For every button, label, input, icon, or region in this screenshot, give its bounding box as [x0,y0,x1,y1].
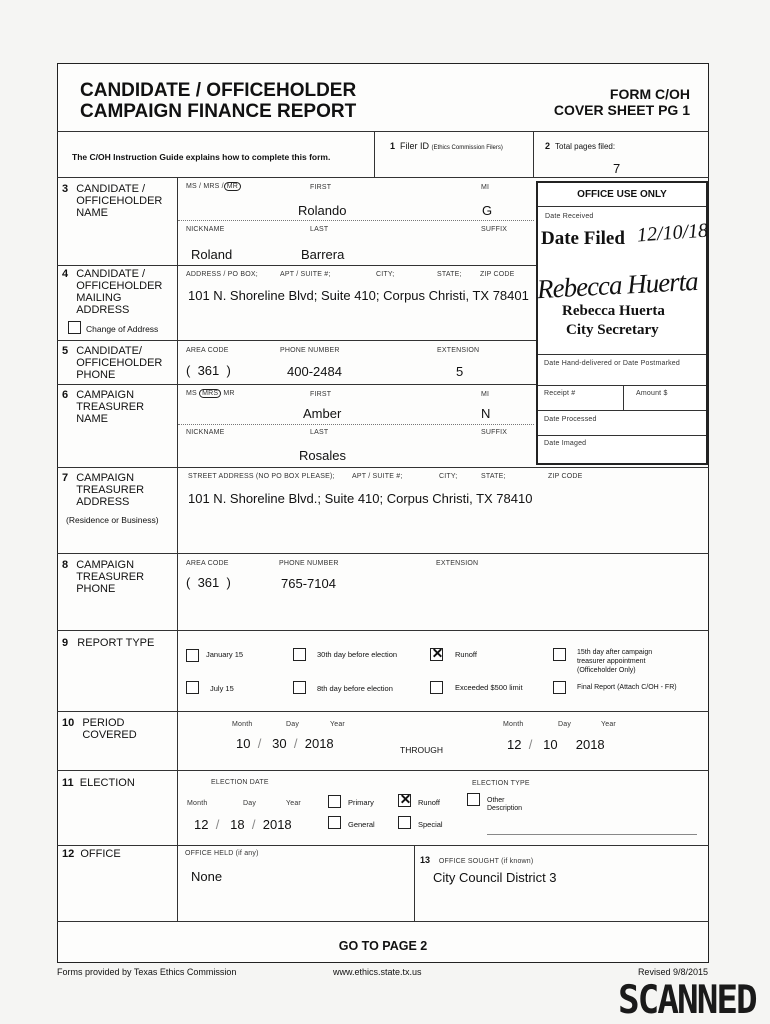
report-type-30th-checkbox[interactable] [293,648,306,661]
s4-address-value: 101 N. Shoreline Blvd; Suite 410; Corpus Christi, TX 78401 [188,288,529,303]
section3-label [62,183,174,219]
s11-type-label: ELECTION TYPE [472,780,530,787]
s3-nickname-value: Roland [191,247,233,262]
s8-phone-value: 765-7104 [281,576,336,591]
s3-last-label: LAST [310,226,329,233]
section13-label [420,850,533,868]
footer-center: www.ethics.state.tx.us [333,967,422,977]
s6-mr: MR [223,390,235,397]
s6-first-value: Amber [303,406,342,421]
s7-addr-label-1: APT / SUITE #; [352,473,403,480]
election-runoff-label: Runoff [418,798,440,807]
s11-date: 12 / 18 / 2018 [194,817,292,832]
s4-addr-label-4: ZIP CODE [480,271,515,278]
s3-ms-mrs: MS / MRS / [186,183,224,190]
change-of-address-checkbox[interactable] [68,321,81,334]
election-special-checkbox[interactable] [398,816,411,829]
report-type-january15-checkbox[interactable] [186,649,199,662]
election-general-label: General [348,820,375,829]
s11-month: 12 [194,817,209,832]
report-type-exceeded-label: Exceeded $500 limit [455,683,523,692]
s6-salutation-label [186,390,235,397]
section8-label [62,559,174,595]
section9-num: 9 [62,637,69,649]
stamp-date-filed: Date Filed [541,228,625,249]
s3-first-value: Rolando [298,203,347,218]
form-id-line1: FORM C/OH [609,86,690,102]
s3-mi-value: G [482,203,493,218]
s5-phone-value: 400-2484 [287,364,342,379]
s10-from-day-label: Day [286,721,300,728]
total-pages-text: Total pages filed: [555,142,616,151]
s10-through: THROUGH [400,745,443,755]
s3-first-label: FIRST [310,184,332,191]
s11-day-label: Day [243,800,257,807]
s4-addr-label-3: STATE; [437,271,462,278]
s6-first-label: FIRST [310,391,332,398]
checkmark-x-icon: ✕ [431,645,444,661]
s10-from-month-label: Month [232,721,253,728]
section5-num: 5 [62,345,69,357]
s5-area-value: ( 361 ) [186,363,231,378]
change-of-address-label: Change of Address [86,324,159,334]
s7-addr-label-0: STREET ADDRESS (NO PO BOX PLEASE); [188,473,335,480]
s3-suffix-label: SUFFIX [481,226,508,233]
s8-area-label: AREA CODE [186,560,229,567]
section8-text: CAMPAIGN TREASURER PHONE [76,559,145,595]
office-use-title: OFFICE USE ONLY [577,189,667,200]
section3-text: CANDIDATE / OFFICEHOLDER NAME [76,183,163,219]
election-general-checkbox[interactable] [328,816,341,829]
office-receipt: Receipt # [544,390,576,397]
section3-num: 3 [62,183,69,195]
s3-last-value: Barrera [301,247,345,262]
s5-phone-label: PHONE NUMBER [280,347,340,354]
s7-addr-label-3: STATE; [481,473,506,480]
report-type-january15-label: January 15 [206,650,244,659]
section7-num: 7 [62,472,69,484]
office-imaged: Date Imaged [544,440,587,447]
s12-held-value: None [191,869,223,884]
s5-area-code: 361 [197,363,220,378]
report-type-15th-checkbox[interactable] [553,648,566,661]
s3-mr-circled: MR [224,182,241,191]
s10-to-month-label: Month [503,721,524,728]
s12-held-label: OFFICE HELD (if any) [185,850,259,857]
go-to-page2: GO TO PAGE 2 [338,939,428,953]
total-pages-label [545,141,615,151]
filer-id-text: Filer ID [400,141,430,151]
s4-addr-label-0: ADDRESS / PO BOX; [186,271,258,278]
s10-to-day-label: Day [558,721,572,728]
election-runoff-checkbox[interactable] [398,791,412,807]
office-amount: Amount $ [636,390,668,397]
s13-sought-value: City Council District 3 [433,870,557,885]
s6-ms: MS [186,390,197,397]
section10-label [62,717,172,741]
report-type-runoff-label: Runoff [455,650,477,659]
section5-label [62,345,174,381]
form-title [80,80,356,122]
instruction-text: The C/OH Instruction Guide explains how to complete this form. [72,152,331,162]
election-description-text: Description [487,805,523,812]
section6-num: 6 [62,389,69,401]
s6-nickname-label: NICKNAME [186,429,225,436]
footer-right: Revised 9/8/2015 [637,967,708,977]
section4-num: 4 [62,268,69,280]
election-other-label [487,797,522,813]
section9-text: REPORT TYPE [77,637,155,649]
s3-salutation-label [186,183,241,190]
report-type-final-checkbox[interactable] [553,681,566,694]
s11-year-label: Year [286,800,301,807]
s6-suffix-label: SUFFIX [481,429,508,436]
form-title-line1: CANDIDATE / OFFICEHOLDER [80,80,357,101]
form-id [500,86,690,118]
section12-num: 12 [62,848,75,860]
s8-area-value: ( 361 ) [186,575,231,590]
signature: Rebecca Huerta [536,265,699,305]
section7-text: CAMPAIGN TREASURER ADDRESS [76,472,145,508]
filer-id-label [390,141,503,151]
election-special-label: Special [418,820,443,829]
section10-num: 10 [62,717,75,729]
form-title-line2: CAMPAIGN FINANCE REPORT [80,101,357,122]
section6-text: CAMPAIGN TREASURER NAME [76,389,145,425]
report-type-exceeded-checkbox[interactable] [430,681,443,694]
s8-phone-label: PHONE NUMBER [279,560,339,567]
report-type-runoff-checkbox[interactable] [430,645,444,661]
s6-mi-label: MI [481,391,490,398]
stamp-title: City Secretary [566,322,659,338]
s4-addr-label-1: APT / SUITE #; [280,271,331,278]
election-other-text: Other [487,797,505,804]
filer-id-sub: (Ethics Commission Filers) [431,145,503,151]
s10-to-year-label: Year [601,721,616,728]
s10-to-month: 12 [507,737,522,752]
s10-from-month: 10 [236,736,251,751]
s8-area-code: 361 [197,575,220,590]
s5-ext-label: EXTENSION [437,347,480,354]
s10-to-year: 2018 [575,737,605,752]
s10-from-year: 2018 [304,736,334,751]
section10-text: PERIOD COVERED [82,717,137,741]
s10-from-year-label: Year [330,721,345,728]
s11-month-label: Month [187,800,208,807]
filer-id-num: 1 [390,141,396,151]
election-primary-label: Primary [348,798,374,807]
report-type-8th-label: 8th day before election [317,684,393,693]
section5-text: CANDIDATE/ OFFICEHOLDER PHONE [76,345,163,381]
report-type-15th-label [577,648,652,675]
s10-to-date: 12 / 10 2018 [507,737,605,752]
s7-addr-label-2: CITY; [439,473,458,480]
section9-label [62,637,154,649]
s6-last-value: Rosales [299,448,346,463]
report-type-july15-label: July 15 [210,684,234,693]
section4-label [62,268,174,316]
section12-text: OFFICE [80,848,121,860]
stamp-name: Rebecca Huerta [562,303,665,319]
election-other-checkbox[interactable] [467,793,480,806]
section6-label [62,389,174,425]
report-type-15th-line3: (Officeholder Only) [577,667,636,674]
s5-ext-value: 5 [456,364,464,379]
s7-addr-label-4: ZIP CODE [548,473,583,480]
handwritten-date: 12/10/18 [636,219,709,247]
report-type-15th-line2: treasurer appointment [577,658,646,665]
section7-sub: (Residence or Business) [66,515,159,525]
s10-from-date: 10 / 30 / 2018 [236,736,334,751]
section12-label [62,848,121,860]
section11-label [62,777,135,789]
report-type-30th-label: 30th day before election [317,650,398,659]
s11-date-label: ELECTION DATE [211,779,269,786]
report-type-15th-line1: 15th day after campaign [577,649,653,656]
s6-last-label: LAST [310,429,329,436]
report-type-july15-checkbox[interactable] [186,681,199,694]
s3-nickname-label: NICKNAME [186,226,225,233]
section7-label [62,472,174,508]
section13-text: OFFICE SOUGHT (if known) [438,858,534,865]
office-hand-delivered: Date Hand-delivered or Date Postmarked [544,360,680,367]
scanned-stamp: SCANNED [618,977,756,1024]
office-processed: Date Processed [544,416,597,423]
section11-text: ELECTION [79,777,135,789]
s11-year: 2018 [262,817,292,832]
section8-num: 8 [62,559,69,571]
s11-day: 18 [230,817,245,832]
s7-address-value: 101 N. Shoreline Blvd.; Suite 410; Corpus Christi, TX 78410 [188,491,533,506]
s3-mi-label: MI [481,184,490,191]
total-pages-num: 2 [545,141,551,151]
s10-from-day: 30 [272,736,287,751]
section11-num: 11 [62,777,74,789]
s8-ext-label: EXTENSION [436,560,479,567]
report-type-final-label: Final Report (Attach C/OH - FR) [577,684,677,691]
section4-text: CANDIDATE / OFFICEHOLDER MAILING ADDRESS [76,268,163,316]
election-primary-checkbox[interactable] [328,795,341,808]
section13-num: 13 [420,855,431,865]
s6-mi-value: N [481,406,491,421]
form-id-line2: COVER SHEET PG 1 [553,102,690,118]
checkmark-x-icon: ✕ [399,791,412,807]
footer-left: Forms provided by Texas Ethics Commission [57,967,237,977]
office-date-received: Date Received [545,213,594,220]
s4-addr-label-2: CITY; [376,271,395,278]
report-type-8th-checkbox[interactable] [293,681,306,694]
s10-to-day: 10 [543,737,558,752]
total-pages-value: 7 [613,161,621,176]
s5-area-label: AREA CODE [186,347,229,354]
s6-mrs-circled: MRS [199,389,221,398]
